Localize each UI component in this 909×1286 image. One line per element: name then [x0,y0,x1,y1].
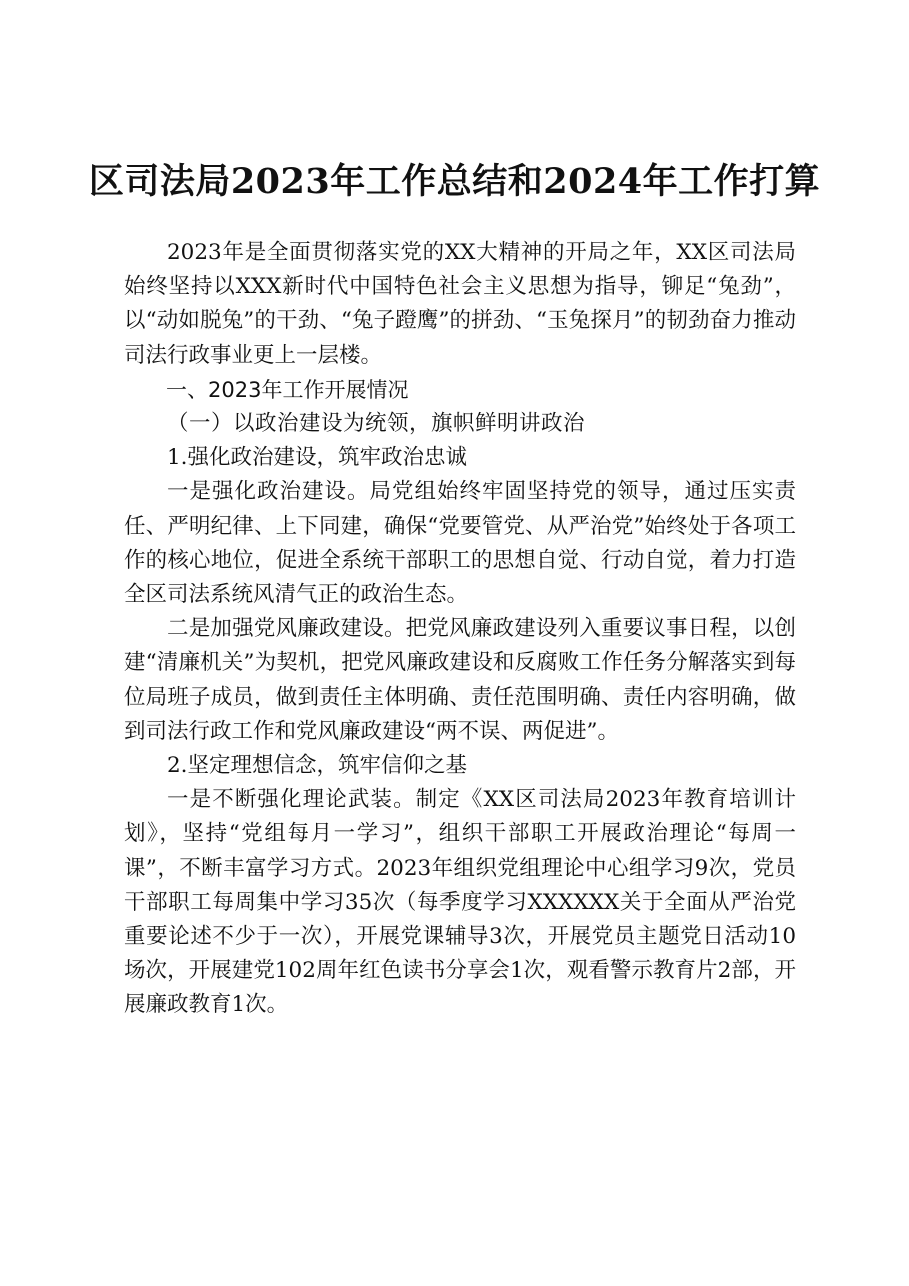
body-paragraph: 二是加强党风廉政建设。把党风廉政建设列入重要议事日程，以创建“清廉机关”为契机，把党风廉政建设和反腐败工作任务分解落实到每位局班子成员，做到责任主体明确、责任范围明确、责任内容明确，做到司法行政工作和党风廉政建设“两不误、两促进”。 [124,616,796,744]
document-title: 区司法局2023年工作总结和2024年工作打算 [88,161,821,202]
section-heading: 一、2023年工作开展情况 [166,377,409,402]
item-heading: 2.坚定理想信念，筑牢信仰之基 [167,753,468,779]
item-heading: 1.强化政治建设，筑牢政治忠诚 [167,445,468,471]
intro-paragraph: 2023年是全面贯彻落实党的XX大精神的开局之年，XX区司法局始终坚持以XXX新时代中国特色社会主义思想为指导，铆足“兔劲”，以“动如脱兔”的干劲、“兔子蹬鹰”的拼劲、“玉兔探月”的韧劲奋力推动司法行政事业更上一层楼。 [124,240,796,368]
body-paragraph: 一是不断强化理论武装。制定《XX区司法局2023年教育培训计划》，坚持“党组每月一学习”，组织干部职工开展政治理论“每周一课”，不断丰富学习方式。2023年组织党组理论中心组学习9次，党员干部职工每周集中学习35次（每季度学习XXXXXX关于全面从严治党重要论述不少于一次），开展党课辅导3次，开展党员主题党日活动10场次，开展建党102周年红色读书分享会1次，观看警示教育片2部，开展廉政教育1次。 [124,787,796,1018]
body-paragraph: 一是强化政治建设。局党组始终牢固坚持党的领导，通过压实责任、严明纪律、上下同建，确保“党要管党、从严治党”始终处于各项工作的核心地位，促进全系统干部职工的思想自觉、行动自觉，着力打造全区司法系统风清气正的政治生态。 [124,479,796,608]
document-body [124,236,796,1023]
subsection-heading: （一）以政治建设为统领，旗帜鲜明讲政治 [167,411,586,437]
